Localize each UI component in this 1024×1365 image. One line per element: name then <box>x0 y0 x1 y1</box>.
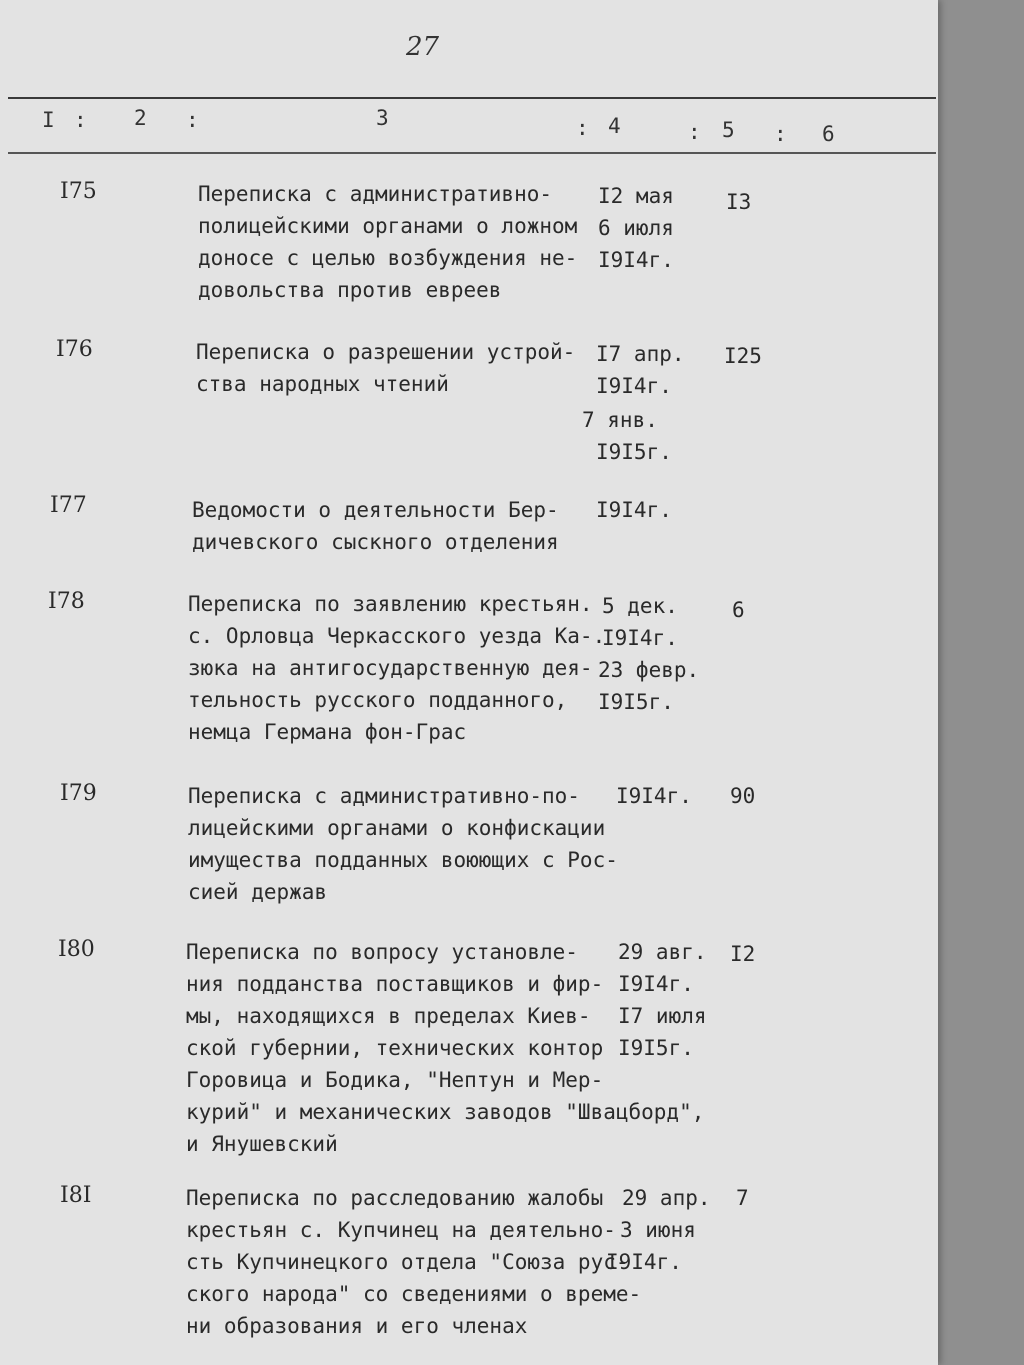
entry-title-line: сть Купчинецкого отдела "Союза рус- <box>186 1250 629 1274</box>
entry-date-line: 3 июня <box>620 1218 696 1242</box>
entry-title-line: курий" и механических заводов "Швацборд", <box>186 1100 705 1124</box>
entry-date-line: I9I4г. <box>618 972 694 996</box>
entry-date-line: 29 апр. <box>622 1186 711 1210</box>
entry-title-line: ния подданства поставщиков и фир- <box>186 972 604 996</box>
entry-number: I78 <box>48 589 85 614</box>
col-separator: : <box>774 122 787 146</box>
entry-date-line: I9I5г. <box>618 1036 694 1060</box>
entry-title-line: ни образования и его членах <box>186 1314 528 1338</box>
entry-sheets: 6 <box>732 598 745 622</box>
entry-title-line: Переписка с административно-по- <box>188 784 580 808</box>
col-header-5: 5 <box>722 118 735 142</box>
col-header-1: I <box>42 108 55 132</box>
entry-title-line: Переписка по расследованию жалобы <box>186 1186 604 1210</box>
entry-date-line: 7 янв. <box>582 408 658 432</box>
col-separator: : <box>74 108 87 132</box>
entry-number: I76 <box>56 337 93 362</box>
entry-title-line: имущества подданных воюющих с Рос- <box>188 848 618 872</box>
entry-date-line: I7 июля <box>618 1004 707 1028</box>
entry-title-line: зюка на антигосударственную дея- <box>188 656 593 680</box>
entry-number: I79 <box>60 781 97 806</box>
col-separator: : <box>688 120 701 144</box>
entry-date-line: I9I4г. <box>602 626 678 650</box>
entry-sheets: I25 <box>724 344 762 368</box>
page-number: 27 <box>406 32 440 62</box>
col-header-2: 2 <box>134 106 147 130</box>
entry-date-line: I9I5г. <box>598 690 674 714</box>
col-header-4: 4 <box>608 114 621 138</box>
entry-title-line: тельность русского подданного, <box>188 688 568 712</box>
entry-title-line: Переписка с административно- <box>198 182 553 206</box>
entry-sheets: 7 <box>736 1186 749 1210</box>
col-separator: : <box>186 108 199 132</box>
entry-title-line: ской губернии, технических контор <box>186 1036 604 1060</box>
entry-title-line: лицейскими органами о конфискации <box>188 816 606 840</box>
entry-title-line: Ведомости о деятельности Бер- <box>192 498 559 522</box>
entry-title-line: с. Орловца Черкасского уезда Ка-. <box>188 624 606 648</box>
entry-number: I80 <box>58 937 95 962</box>
entry-number: I75 <box>60 179 97 204</box>
entry-title-line: Горовица и Бодика, "Нептун и Мер- <box>186 1068 604 1092</box>
entry-sheets: 90 <box>730 784 756 808</box>
entry-title-line: крестьян с. Купчинец на деятельно- <box>186 1218 616 1242</box>
entry-date-line: I9I4г. <box>598 248 674 272</box>
entry-title-line: доносе с целью возбуждения не- <box>198 246 578 270</box>
entry-title-line: ского народа" со сведениями о време- <box>186 1282 642 1306</box>
entry-date-line: I7 апр. <box>596 342 685 366</box>
entry-title-line: Переписка о разрешении устрой- <box>196 340 576 364</box>
entry-date-line: I9I4г. <box>596 498 672 522</box>
entry-date-line: I9I4г. <box>596 374 672 398</box>
entry-title-line: Переписка по вопросу установле- <box>186 940 578 964</box>
col-header-3: 3 <box>376 106 389 130</box>
entry-date-line: I9I4г. <box>606 1250 682 1274</box>
entry-date-line: I9I4г. <box>616 784 692 808</box>
entry-title-line: ства народных чтений <box>196 372 449 396</box>
entry-date-line: 6 июля <box>598 216 674 240</box>
entry-sheets: I2 <box>730 942 756 966</box>
entry-title-line: дичевского сыскного отделения <box>192 530 559 554</box>
entry-title-line: и Янушевский <box>186 1132 338 1156</box>
entry-date-line: I9I5г. <box>596 440 672 464</box>
entry-number: I8I <box>60 1183 92 1208</box>
col-header-6: 6 <box>822 122 835 146</box>
entry-title-line: довольства против евреев <box>198 278 502 302</box>
header-rule-top <box>8 97 936 99</box>
entry-date-line: 23 февр. <box>598 658 700 682</box>
entry-title-line: полицейскими органами о ложном <box>198 214 578 238</box>
entry-title-line: Переписка по заявлению крестьян. <box>188 592 593 616</box>
entry-title-line: немца Германа фон-Грас <box>188 720 467 744</box>
entry-sheets: I3 <box>726 190 752 214</box>
entry-date-line: 5 дек. <box>602 594 678 618</box>
entry-date-line: I2 мая <box>598 184 674 208</box>
entry-title-line: сией держав <box>188 880 328 904</box>
header-rule-bottom <box>8 152 936 154</box>
entry-title-line: мы, находящихся в пределах Киев- <box>186 1004 591 1028</box>
entry-date-line: 29 авг. <box>618 940 707 964</box>
col-separator: : <box>576 116 589 140</box>
entry-number: I77 <box>50 493 87 518</box>
